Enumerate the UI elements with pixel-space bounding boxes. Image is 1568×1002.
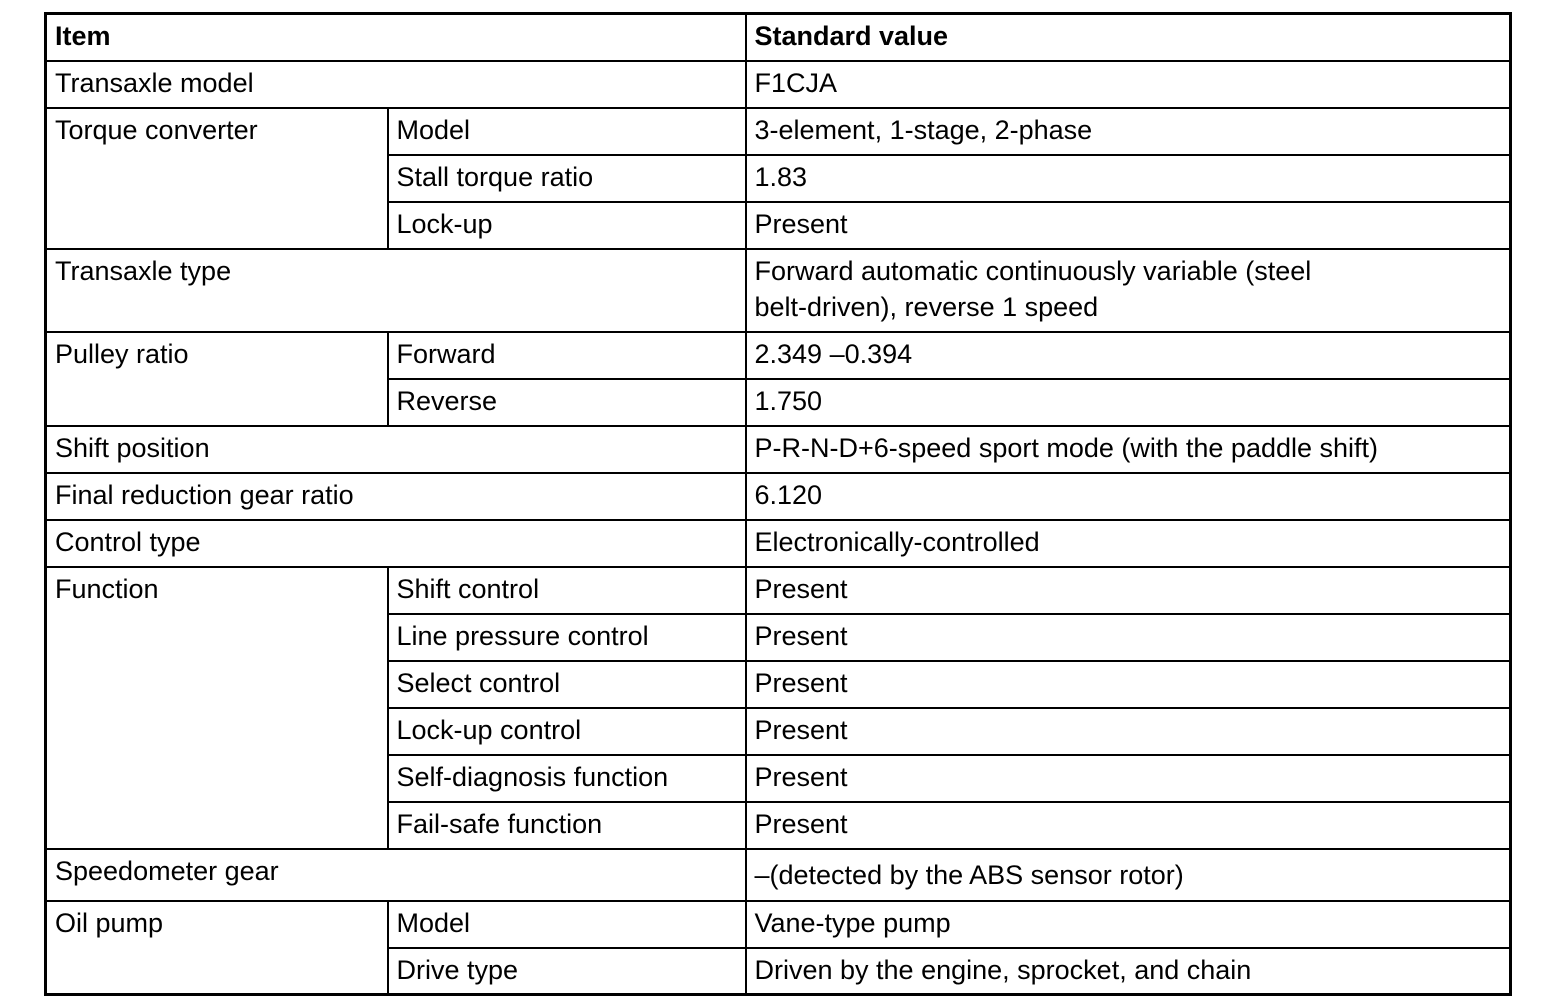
header-standard-value: Standard value [746,14,1511,61]
value-cell: 1.83 [746,155,1511,202]
value-cell: Present [746,755,1511,802]
sub-item-cell: Lock-up control [388,708,746,755]
value-cell [746,249,1511,332]
value-cell: 1.750 [746,379,1511,426]
item-cell: Oil pump [46,901,388,995]
table-row-control-type [46,520,1511,567]
value-cell: Present [746,567,1511,614]
value-cell: Present [746,202,1511,249]
sub-item-cell: Select control [388,661,746,708]
value-line: belt-driven), reverse 1 speed [754,291,1099,322]
table-row-transaxle-model [46,61,1511,108]
sub-item-cell: Shift control [388,567,746,614]
value-cell: Present [746,614,1511,661]
sub-item-cell: Forward [388,332,746,379]
item-cell: Transaxle type [46,249,746,332]
value-cell: Vane-type pump [746,901,1511,948]
table-row-oil-pump-model [46,901,1511,948]
table-row-final-reduction [46,473,1511,520]
table-header-row [46,14,1511,61]
value-line: Forward automatic continuously variable (steel [754,255,1312,286]
sub-item-cell: Reverse [388,379,746,426]
value-cell: Electronically-controlled [746,520,1511,567]
item-cell: Control type [46,520,746,567]
value-cell: Driven by the engine, sprocket, and chain [746,948,1511,995]
value-cell: –(detected by the ABS sensor rotor) [746,849,1511,901]
value-cell: Present [746,708,1511,755]
sub-item-cell: Stall torque ratio [388,155,746,202]
sub-item-cell: Lock-up [388,202,746,249]
sub-item-cell: Fail-safe function [388,802,746,849]
value-cell: 3-element, 1-stage, 2-phase [746,108,1511,155]
item-cell: Pulley ratio [46,332,388,426]
table-row-shift-position [46,426,1511,473]
sub-item-cell: Drive type [388,948,746,995]
item-cell: Torque converter [46,108,388,249]
value-cell: Present [746,802,1511,849]
table-row-shift-control [46,567,1511,614]
table-row-transaxle-type [46,249,1511,332]
sub-item-cell: Line pressure control [388,614,746,661]
item-cell: Final reduction gear ratio [46,473,746,520]
sub-item-cell: Model [388,108,746,155]
table-row-pulley-forward [46,332,1511,379]
spec-table [44,12,1512,996]
header-item: Item [46,14,746,61]
value-cell: F1CJA [746,61,1511,108]
value-cell: 6.120 [746,473,1511,520]
sub-item-cell: Model [388,901,746,948]
value-cell: Present [746,661,1511,708]
item-cell: Function [46,567,388,849]
item-cell: Speedometer gear [46,849,746,901]
table-row-speedometer-gear [46,849,1511,901]
item-cell: Transaxle model [46,61,746,108]
value-cell: 2.349 –0.394 [746,332,1511,379]
sub-item-cell: Self-diagnosis function [388,755,746,802]
item-cell: Shift position [46,426,746,473]
value-cell: P-R-N-D+6-speed sport mode (with the paddle shift) [746,426,1511,473]
table-row-torque-converter-model [46,108,1511,155]
